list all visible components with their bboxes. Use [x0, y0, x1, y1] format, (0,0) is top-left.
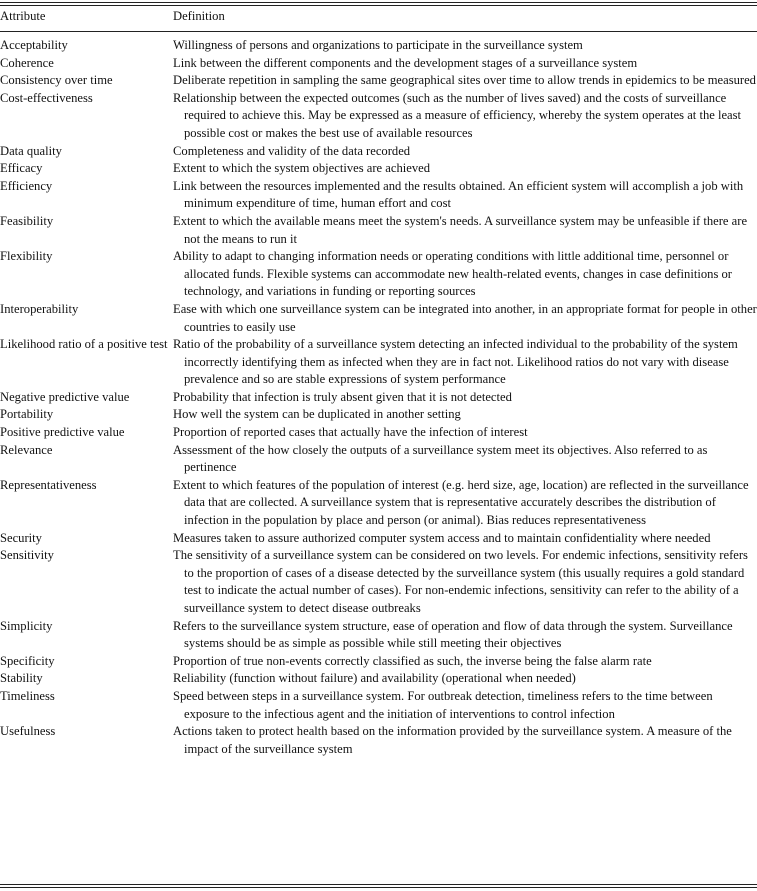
definition-text: Assessment of the how closely the outputs of a surveillance system meet its objectives. Also referred to as pertinence: [173, 442, 708, 475]
header-row: [0, 8, 757, 29]
attribute-cell: [0, 178, 173, 213]
table-row: [0, 406, 757, 424]
attribute-label: Cost-effectiveness: [0, 90, 93, 105]
attribute-cell: [0, 406, 173, 424]
attribute-label: Specificity: [0, 653, 55, 668]
definition-cell: [173, 29, 757, 55]
table-row: [0, 143, 757, 161]
definition-cell: [173, 336, 757, 389]
table-row: [0, 424, 757, 442]
table-row: [0, 389, 757, 407]
attribute-cell: [0, 90, 173, 143]
attribute-cell: [0, 530, 173, 548]
definition-text: Actions taken to protect health based on the information provided by the surveillance system. A measure of the impact of the surveillance system: [173, 724, 732, 756]
definition-cell: [173, 442, 757, 477]
table-row: [0, 55, 757, 73]
table-body: [0, 29, 757, 758]
definition-text: Willingness of persons and organizations to participate in the surveillance system: [173, 38, 583, 52]
table-row: [0, 530, 757, 548]
attribute-label: Representativeness: [0, 477, 97, 492]
definition-text: Ease with which one surveillance system can be integrated into another, in an appropriate format for people in other countries to easily use: [173, 301, 757, 334]
attribute-cell: [0, 547, 173, 617]
attribute-label: Portability: [0, 407, 54, 422]
definition-cell: [173, 653, 757, 671]
definition-cell: [173, 213, 757, 248]
attribute-cell: [0, 72, 173, 90]
definition-cell: [173, 389, 757, 407]
attribute-label: Security: [0, 530, 42, 545]
definition-cell: [173, 248, 757, 301]
attribute-cell: [0, 29, 173, 55]
top-rule-outer: [0, 2, 757, 3]
definition-text: Refers to the surveillance system structure, ease of operation and flow of data through the system. Surveillance systems should be as simple as possible while still meeting their objectives: [173, 618, 733, 651]
table-row: [0, 618, 757, 653]
attribute-label: Flexibility: [0, 249, 53, 264]
definition-cell: [173, 301, 757, 336]
attribute-column-header: Attribute: [0, 9, 46, 23]
definition-text: Extent to which the available means meet the system's needs. A surveillance system may be unfeasible if there are not the means to run it: [173, 213, 748, 246]
definition-text: Proportion of reported cases that actually have the infection of interest: [173, 425, 528, 440]
definition-cell: [173, 723, 757, 758]
definition-cell: [173, 160, 757, 178]
definition-text: Proportion of true non-events correctly classified as such, the inverse being the false alarm rate: [173, 653, 652, 668]
definition-text: Link between the different components and the development stages of a surveillance system: [173, 55, 638, 70]
attribute-cell: [0, 248, 173, 301]
attribute-cell: [0, 653, 173, 671]
attribute-label: Positive predictive value: [0, 425, 125, 440]
table-row: [0, 72, 757, 90]
definition-cell: [173, 178, 757, 213]
attribute-cell: [0, 670, 173, 688]
table-row: [0, 248, 757, 301]
attribute-cell: [0, 723, 173, 758]
definition-cell: [173, 688, 757, 723]
table-row: [0, 178, 757, 213]
definition-cell: [173, 406, 757, 424]
definition-text: Ability to adapt to changing information needs or operating conditions with little additional time, personnel or allocated funds. Flexible systems can accommodate new health-related events, changes in case definitions or technology, and variations in funding or reporting sources: [173, 249, 732, 299]
attribute-cell: [0, 618, 173, 653]
definition-text: Extent to which the system objectives are achieved: [173, 161, 431, 176]
attribute-label: Negative predictive value: [0, 389, 130, 404]
table-row: [0, 723, 757, 758]
top-rule-inner: [0, 5, 757, 6]
attribute-cell: [0, 213, 173, 248]
definition-cell: [173, 55, 757, 73]
attribute-cell: [0, 442, 173, 477]
table-row: [0, 547, 757, 617]
definition-text: Deliberate repetition in sampling the same geographical sites over time to allow trends in epidemics to be measured: [173, 73, 756, 88]
table-row: [0, 336, 757, 389]
bottom-rule-outer: [0, 887, 757, 888]
definition-text: Probability that infection is truly absent given that it is not detected: [173, 389, 512, 404]
attribute-label: Simplicity: [0, 618, 53, 633]
definition-cell: [173, 547, 757, 617]
attribute-label: Consistency over time: [0, 73, 113, 88]
definition-text: The sensitivity of a surveillance system can be considered on two levels. For endemic infections, sensitivity refers to the proportion of cases of a disease detected by the surveillance system (this usually requires a gold standard test to indicate the actual number of cases). For non-endemic infections, sensitivity can refer to the ability of a surveillance system to detect disease outbreaks: [173, 548, 748, 615]
definition-text: Relationship between the expected outcomes (such as the number of lives saved) and the costs of surveillance required to achieve this. May be expressed as a measure of efficiency, whereby the system operates at the least possible cost or makes the best use of available resources: [173, 90, 742, 140]
attribute-cell: [0, 336, 173, 389]
attribute-cell: [0, 424, 173, 442]
table-row: [0, 29, 757, 55]
attributes-table: [0, 8, 757, 758]
attribute-cell: [0, 389, 173, 407]
definition-text: Ratio of the probability of a surveillance system detecting an infected individual to the probability of the system incorrectly identifying them as infected when they are in fact not. Likelihood ratios do not vary with disease prevalence and so are stable expressions of system performance: [173, 337, 738, 387]
definition-text: Completeness and validity of the data recorded: [173, 143, 411, 158]
table-row: [0, 160, 757, 178]
definition-text: Measures taken to assure authorized computer system access and to maintain confidentiality where needed: [173, 530, 711, 545]
attribute-cell: [0, 688, 173, 723]
attribute-cell: [0, 301, 173, 336]
definition-cell: [173, 90, 757, 143]
table-row: [0, 477, 757, 530]
table-row: [0, 653, 757, 671]
attribute-label: Interoperability: [0, 301, 79, 316]
definition-text: Extent to which features of the population of interest (e.g. herd size, age, location) are reflected in the surveillance data that are collected. A surveillance system that is representative accurately describes the distribution of infection in the population by place and person (or animal). Bias reduces representativeness: [173, 477, 749, 528]
attribute-label: Efficiency: [0, 178, 53, 193]
definition-cell: [173, 618, 757, 653]
attribute-label: Usefulness: [0, 724, 56, 739]
definition-text: Speed between steps in a surveillance system. For outbreak detection, timeliness refers to the time between exposure to the infectious agent and the initiation of interventions to control infection: [173, 688, 713, 721]
definition-text: How well the system can be duplicated in another setting: [173, 407, 461, 422]
attribute-label: Acceptability: [0, 38, 68, 52]
attribute-label: Stability: [0, 671, 43, 686]
attribute-cell: [0, 477, 173, 530]
attribute-label: Data quality: [0, 143, 62, 158]
definition-cell: [173, 143, 757, 161]
table-row: [0, 301, 757, 336]
attribute-cell: [0, 143, 173, 161]
attribute-label: Sensitivity: [0, 548, 54, 563]
definition-cell: [173, 424, 757, 442]
attribute-cell: [0, 55, 173, 73]
attribute-cell: [0, 160, 173, 178]
definition-text: Link between the resources implemented and the results obtained. An efficient system will accomplish a job with minimum expenditure of time, human effort and cost: [173, 178, 744, 211]
bottom-rule-inner: [0, 884, 757, 885]
table-row: [0, 90, 757, 143]
table-row: [0, 688, 757, 723]
definition-column-header: Definition: [173, 9, 225, 23]
attribute-label: Efficacy: [0, 161, 43, 176]
table-row: [0, 213, 757, 248]
definition-cell: [173, 670, 757, 688]
definition-cell: [173, 530, 757, 548]
table-row: [0, 442, 757, 477]
attribute-label: Relevance: [0, 442, 53, 457]
attribute-label: Timeliness: [0, 688, 55, 703]
definition-cell: [173, 72, 757, 90]
table-row: [0, 670, 757, 688]
attribute-label: Feasibility: [0, 213, 54, 228]
attribute-label: Coherence: [0, 55, 54, 70]
definition-text: Reliability (function without failure) and availability (operational when needed): [173, 671, 576, 686]
attribute-label: Likelihood ratio of a positive test: [0, 337, 168, 352]
definition-cell: [173, 477, 757, 530]
